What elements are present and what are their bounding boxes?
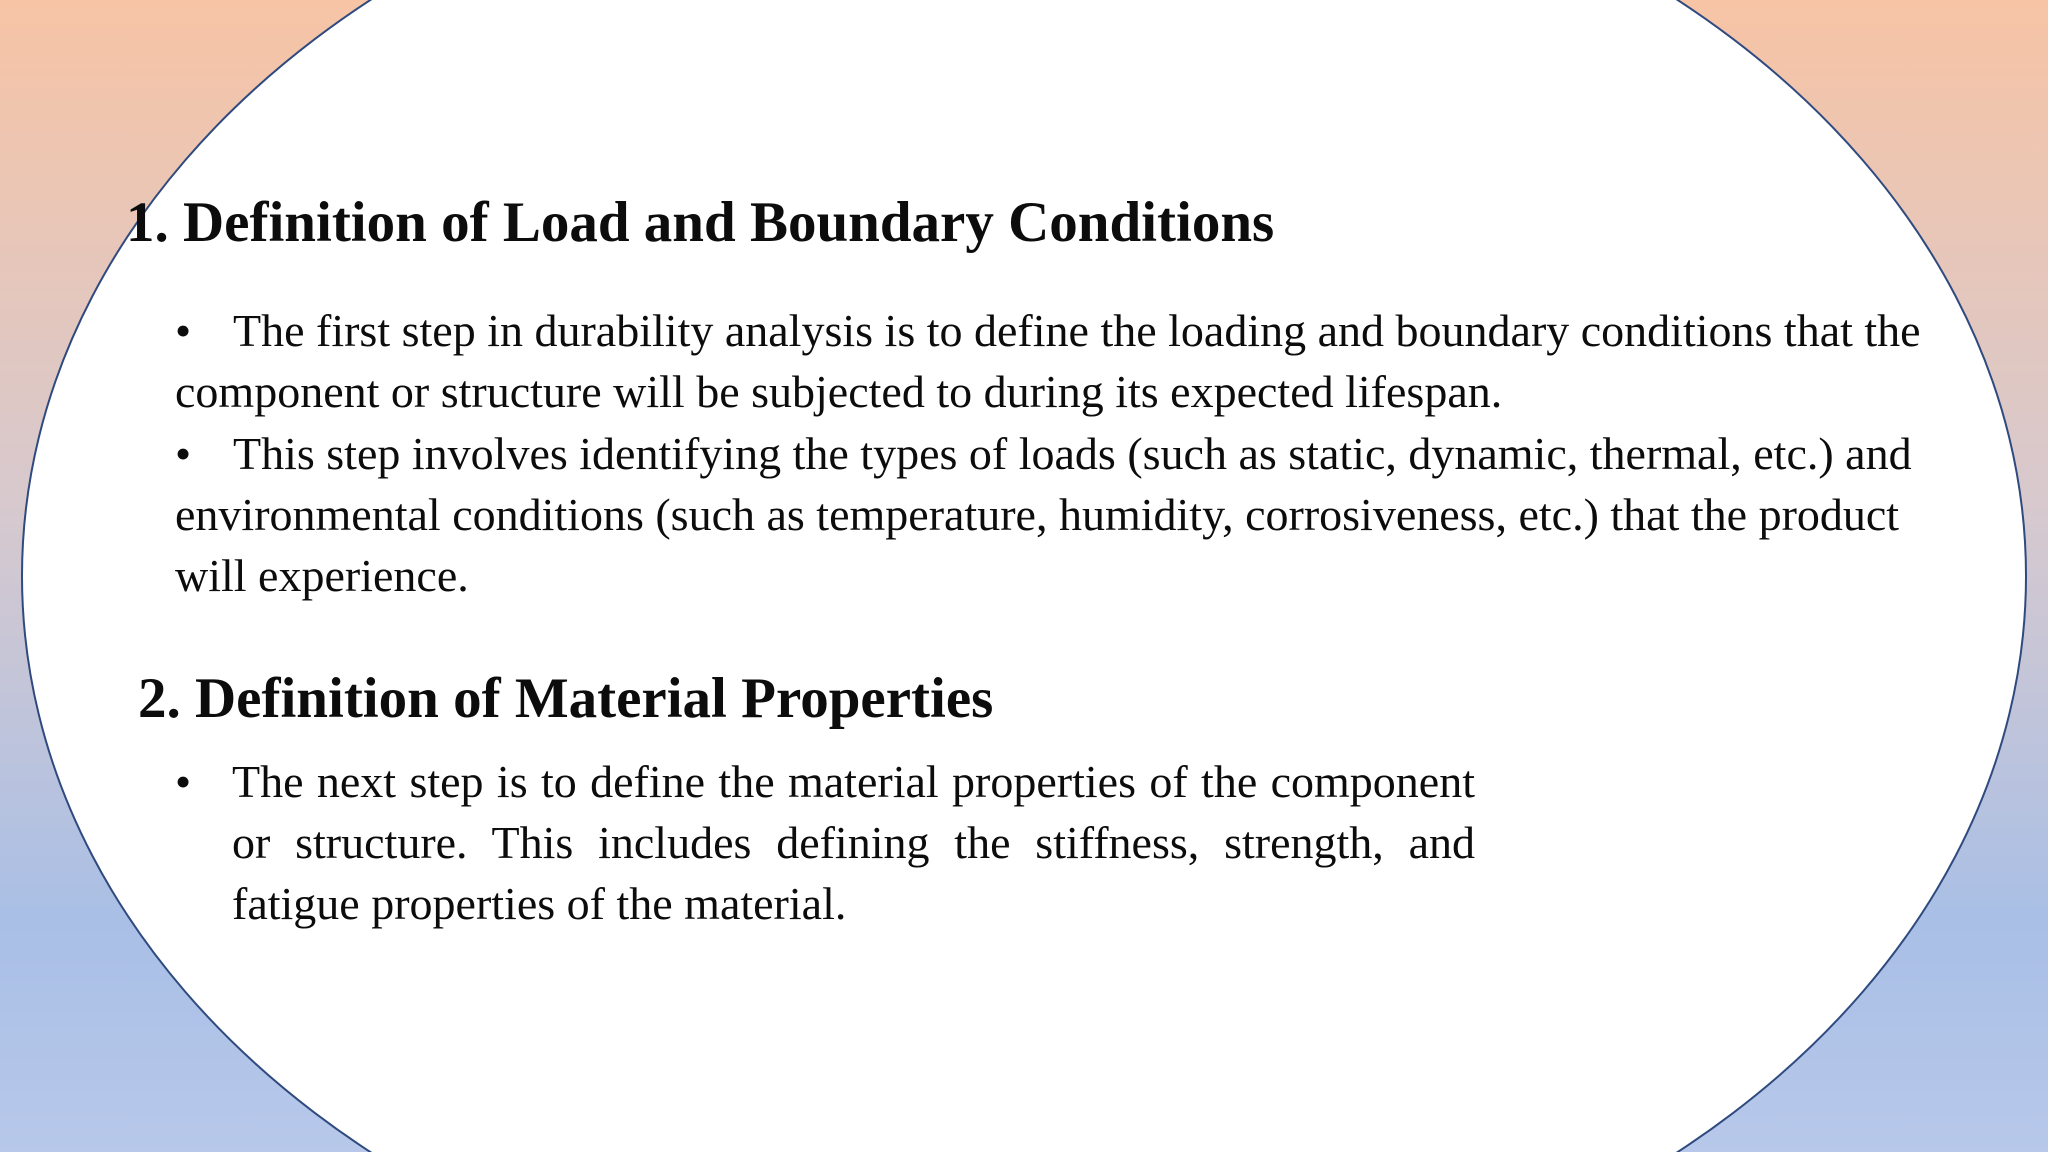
section-heading-load-boundary: 1. Definition of Load and Boundary Conditions bbox=[126, 191, 1275, 254]
bullet-marker: • bbox=[175, 428, 192, 479]
bullet-text: The next step is to define the material properties of the component or structure. This includes defining the stiffness, strength, and fatigue properties of the material. bbox=[232, 756, 1475, 929]
section-heading-material-properties: 2. Definition of Material Properties bbox=[138, 667, 994, 730]
bullet-paragraph-loads-environment bbox=[175, 423, 1955, 606]
bullet-text: This step involves identifying the types of loads (such as static, dynamic, thermal, etc.) and environmental conditions (such as temperature, humidity, corrosiveness, etc.) that the product will experience. bbox=[175, 428, 1912, 601]
bullet-text: The first step in durability analysis is to define the loading and boundary conditions that the component or structure will be subjected to during its expected lifespan. bbox=[175, 305, 1921, 417]
bullet-paragraph-first-step bbox=[175, 300, 1955, 422]
bullet-marker: • bbox=[175, 756, 192, 807]
bullet-marker: • bbox=[175, 305, 192, 356]
bullet-paragraph-material-properties bbox=[175, 751, 1475, 934]
